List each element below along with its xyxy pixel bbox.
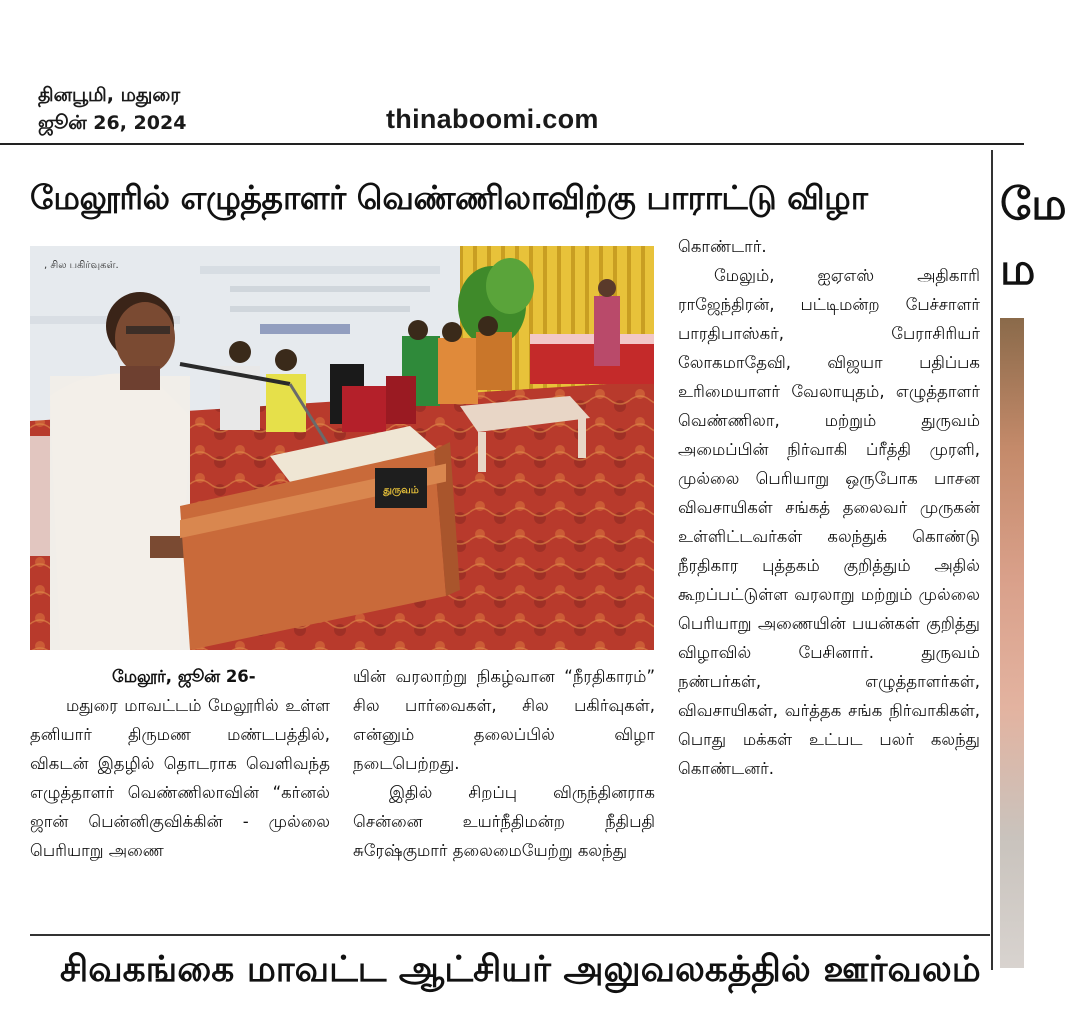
source-date: ஜூன் 26, 2024 xyxy=(38,112,187,134)
body-paragraph: மதுரை மாவட்டம் மேலூரில் உள்ள தனியார் திருமண மண்டபத்தில், விகடன் இதழில் தொடராக வெளிவந்த எழுத்தாளர் வெண்ணிலாவின் “கர்னல் ஜான் பென்னிகுவிக்கின் - முல்லை பெரியாறு அணை xyxy=(30,696,330,860)
next-article-headline: சிவகங்கை மாவட்ட ஆட்சியர் அலுவலகத்தில் ஊர்வலம் xyxy=(60,949,981,990)
site-url[interactable]: thinaboomi.com xyxy=(386,104,599,134)
adjacent-article-fragment-2: ம xyxy=(1000,244,1036,295)
article-headline: மேலூரில் எழுத்தாளர் வெண்ணிலாவிற்கு பாராட்டு விழா xyxy=(30,178,868,217)
body-paragraph: இதில் சிறப்பு விருந்தினராக சென்னை உயர்நீதிமன்ற நீதிபதி சுரேஷ்குமார் தலைமையேற்று கலந்து xyxy=(353,783,655,860)
bottom-rule xyxy=(30,934,990,936)
source-name: தினபூமி, மதுரை xyxy=(38,84,181,106)
column-divider xyxy=(991,150,993,970)
article-column-2 xyxy=(353,662,655,865)
article-column-3 xyxy=(678,232,980,783)
adjacent-article-photo xyxy=(1000,318,1024,968)
body-paragraph: மேலும், ஐஏஎஸ் அதிகாரி ராஜேந்திரன், பட்டிமன்ற பேச்சாளர் பாரதிபாஸ்கர், பேராசிரியர் லோகமாதேவி, விஜயா பதிப்பக உரிமையாளர் வேலாயுதம், எழுத்தாளர் வெண்ணிலா, மற்றும் துருவம் அமைப்பின் நிர்வாகி ப்ரீத்தி முரளி, முல்லை பெரியாறு ஒருபோக பாசன விவசாயிகள் சங்கத் தலைவர் முருகன் உள்ளிட்டவர்கள் கலந்துக் கொண்டு நீரதிகார புத்தகம் குறித்தும் அதில் கூறப்பட்டுள்ள வரலாறு மற்றும் முல்லை பெரியாறு அணையின் பயன்கள் குறித்து விழாவில் பேசினார். துருவம் நண்பர்கள், எழுத்தாளர்கள், விவசாயிகள், வர்த்தக சங்க நிர்வாகிகள், பொது மக்கள் உட்பட பலர் கலந்து கொண்டனர். xyxy=(678,266,980,778)
top-rule xyxy=(0,143,1024,145)
body-paragraph: யின் வரலாற்று நிகழ்வான “நீரதிகாரம்” சில பார்வைகள், சில பகிர்வுகள், என்னும் தலைப்பில் விழா நடைபெற்றது. xyxy=(353,667,655,773)
podium-sign: துருவம் xyxy=(383,485,419,496)
banner-text: , சில பகிர்வுகள். xyxy=(44,260,119,271)
event-photo xyxy=(30,246,654,650)
body-paragraph: கொண்டார். xyxy=(678,237,767,256)
adjacent-article-fragment: மே xyxy=(1000,179,1067,230)
dateline: மேலூர், ஜூன் 26- xyxy=(112,667,256,686)
article-column-1 xyxy=(30,662,330,865)
